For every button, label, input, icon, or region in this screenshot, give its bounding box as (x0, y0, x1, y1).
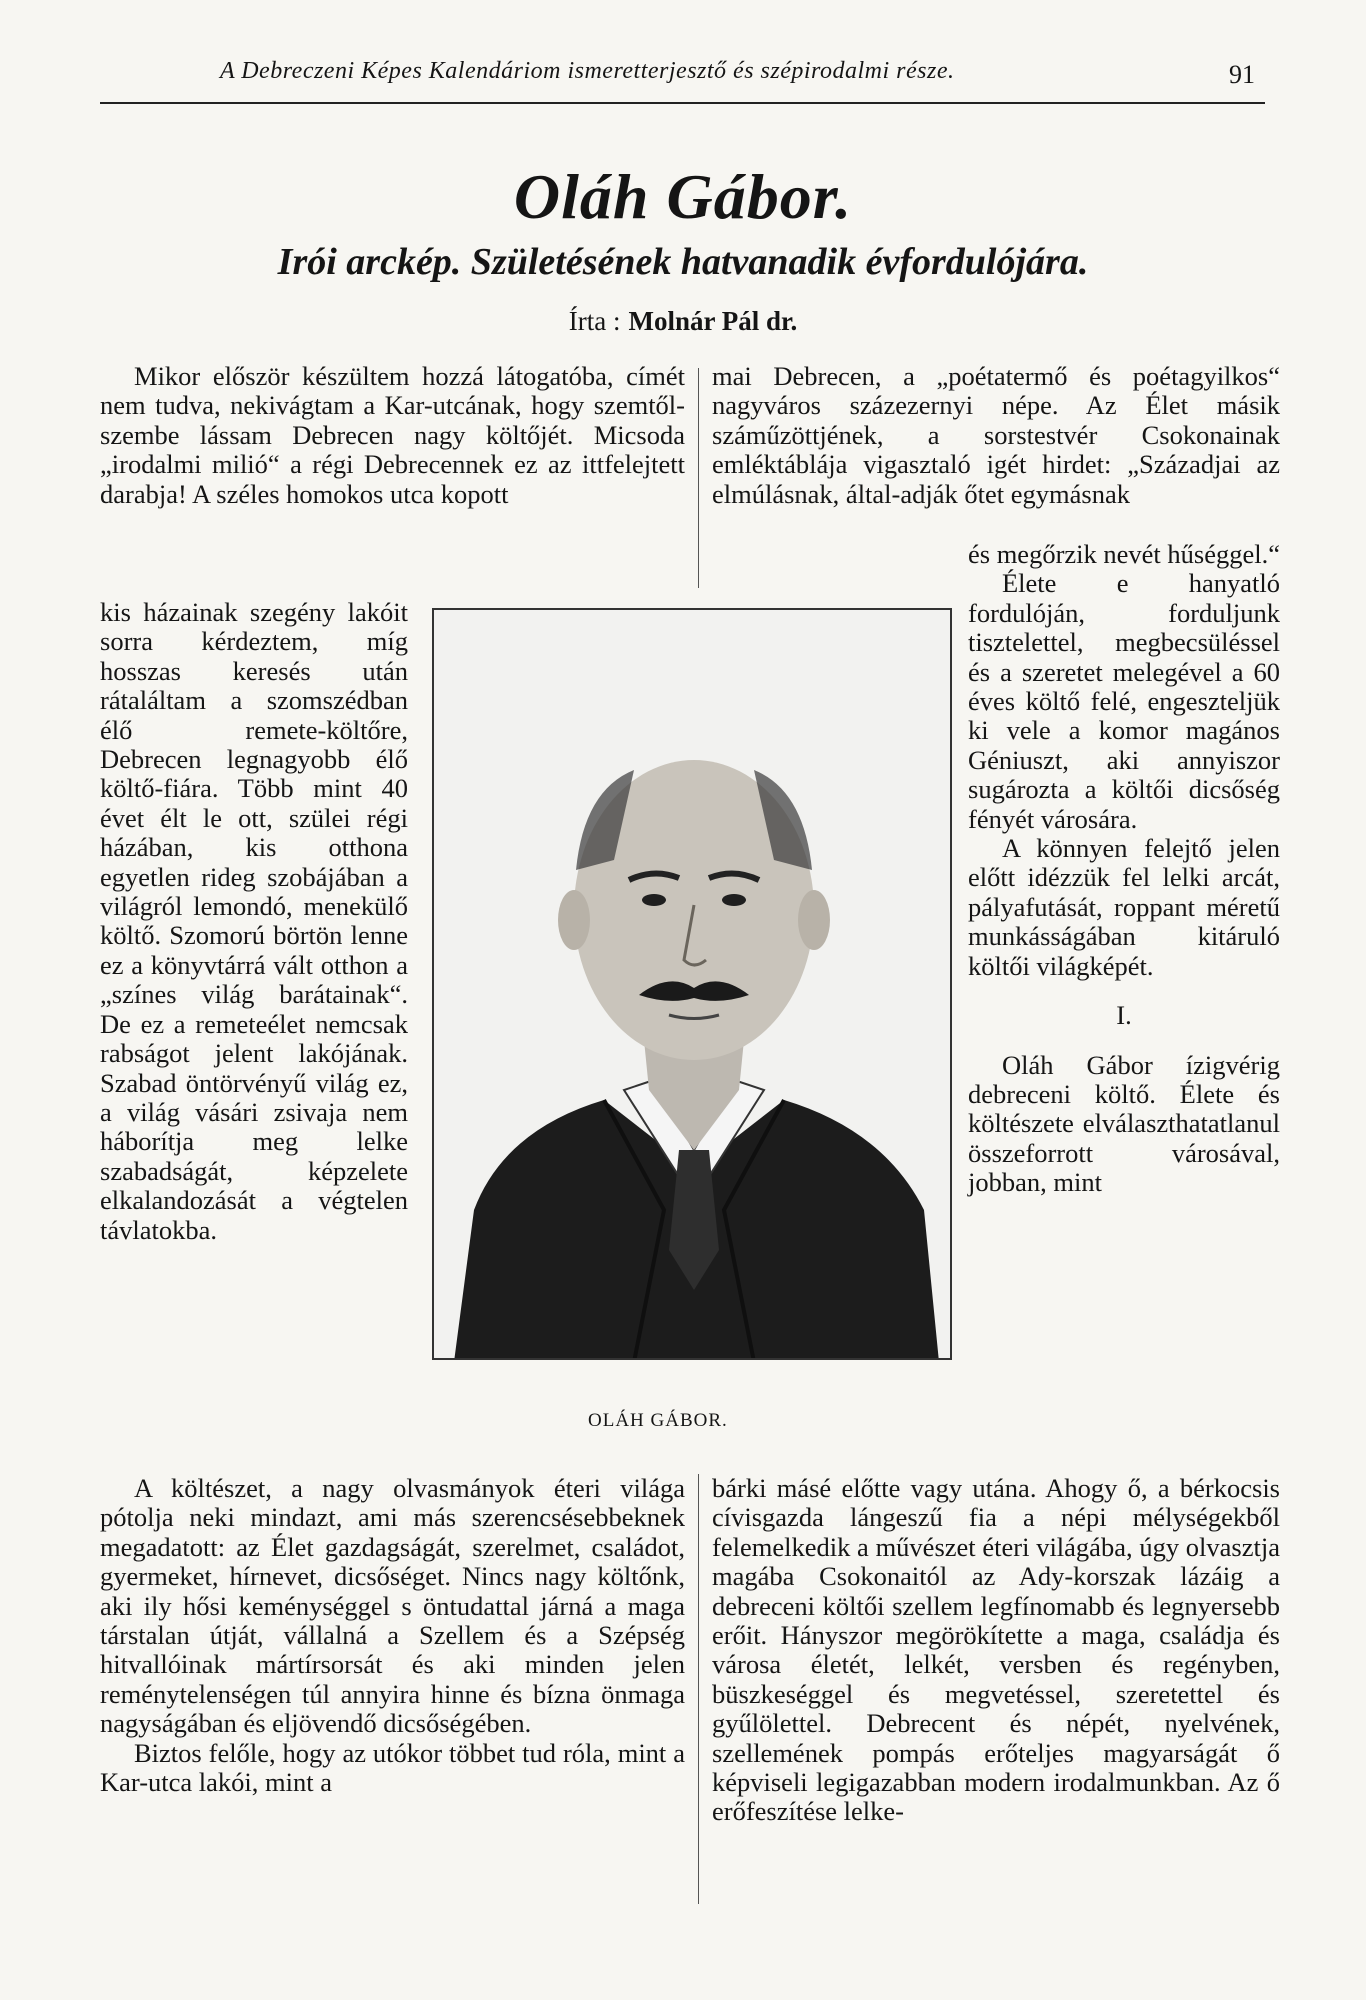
paragraph: A költészet, a nagy olvasmányok éteri világa pótolja neki mindazt, ami más szerencsésebbeknek megadatott: az Élet gazdagságát, szerelmet, családot, gyermeket, hírnevet, dicsőséget. Nincs nagy költőnk, aki ily hősi keménységgel s öntudattal járná a maga társtalan útját, vállalná a Szellem és a Szépség hitvallóinak mártírsorsát és aki minden jelen reménytelenségen túl annyira hinne és bízna önmaga nagyságában és eljövendő dicsőségében. (100, 1473, 685, 1739)
column-divider-bottom (698, 1474, 699, 1904)
right-column-bottom (712, 1474, 1280, 1827)
byline (0, 306, 1366, 337)
author-name: Molnár Pál dr. (628, 306, 798, 336)
paragraph: Mikor először készültem hozzá látogatóba, címét nem tudva, nekivágtam a Kar-utcának, hogy szemtől-szembe lássam Debrecen nagy költőjét. Micsoda „irodalmi milió“ a régi Debrecennek ez az ittfelejtett darabja! A széles homokos utca kopott (100, 361, 685, 509)
paragraph: mai Debrecen, a „poétatermő és poétagyilkos“ nagyváros százezernyi népe. Az Élet másik száműzöttjének, a sorstestvér Csokonainak emléktáblája vigasztaló igét hirdet: „Századjai az elmúlásnak, által-adják őtet egymásnak (712, 361, 1280, 509)
right-column-top (712, 362, 1280, 509)
header-rule (100, 102, 1265, 104)
page-header (100, 48, 1265, 108)
paragraph: Oláh Gábor ízigvérig debreceni költő. Élete és költészete elválaszthatatlanul összeforrott városával, jobban, mint (968, 1049, 1280, 1198)
left-column-bottom (100, 1474, 685, 1797)
page-number: 91 (1229, 60, 1255, 89)
article-title: Oláh Gábor. (513, 161, 853, 232)
paragraph: A könnyen felejtő jelen előtt idézzük fel lelki arcát, pályafutását, roppant méretű munkásságában kitáruló költői világképét. (968, 833, 1280, 981)
right-column-narrow (968, 540, 1280, 1198)
paragraph: és megőrzik nevét hűséggel.“ (968, 539, 1280, 569)
portrait-illustration (434, 610, 952, 1360)
portrait-photo (432, 608, 952, 1360)
section-number: I. (1116, 1000, 1132, 1031)
left-column-top (100, 362, 685, 509)
article-subtitle: Irói arckép. Születésének hatvanadik évfordulójára. (277, 241, 1089, 283)
photo-caption: OLÁH GÁBOR. (588, 1410, 728, 1431)
running-title: A Debreczeni Képes Kalendáriom ismeretterjesztő és szépirodalmi része. (220, 58, 955, 84)
left-column-narrow (100, 598, 408, 1245)
paragraph: Élete e hanyatló fordulóján, forduljunk tisztelettel, megbecsüléssel és a szeretet melegével a 60 éves költő felé, engeszteljük ki vele a komor magános Géniuszt, aki annyiszor sugározta a költői dicsőség fényét városára. (968, 568, 1280, 834)
byline-prefix: Írta : (568, 306, 621, 336)
column-divider-top (698, 368, 699, 588)
paragraph: Biztos felőle, hogy az utókor többet tud róla, mint a Kar-utca lakói, mint a (100, 1737, 685, 1798)
paragraph: bárki másé előtte vagy utána. Ahogy ő, a bérkocsis cívisgazda lángeszű fia a népi mélységekből felemelkedik a művészet éteri világába, úgy olvasztja magába Csokonaitól az Ady-korszak lázáig a debreceni költői szellem legfínomabb és legnyersebb erőit. Hányszor megörökítette a maga, családja és városa életét, lelkét, versben és regényben, büszkeséggel és megvetéssel, szeretettel és gyűlölettel. Debrecent és népét, nyelvének, szellemének pompás erőteljes magyarságát ő képviseli legigazabban modern irodalmunkban. Az ő erőfeszítése lelke- (712, 1473, 1280, 1827)
paragraph: kis házainak szegény lakóit sorra kérdeztem, míg hosszas keresés után rátaláltam a szomszédban élő remete-költőre, Debrecen legnagyobb élő költő-fiára. Több mint 40 évet élt le ott, szülei régi házában, kis otthona egyetlen rideg szobájában a világról lemondó, menekülő költő. Szomorú börtön lenne ez a könyvtárrá vált otthon a „színes világ barátainak“. De ez a remeteélet nemcsak rabságot jelent lakójának. Szabad öntörvényű világ ez, a világ vásári zsivaja nem háborítja meg lelke szabadságát, képzelete elkalandozását a végtelen távlatokba. (100, 597, 408, 1245)
